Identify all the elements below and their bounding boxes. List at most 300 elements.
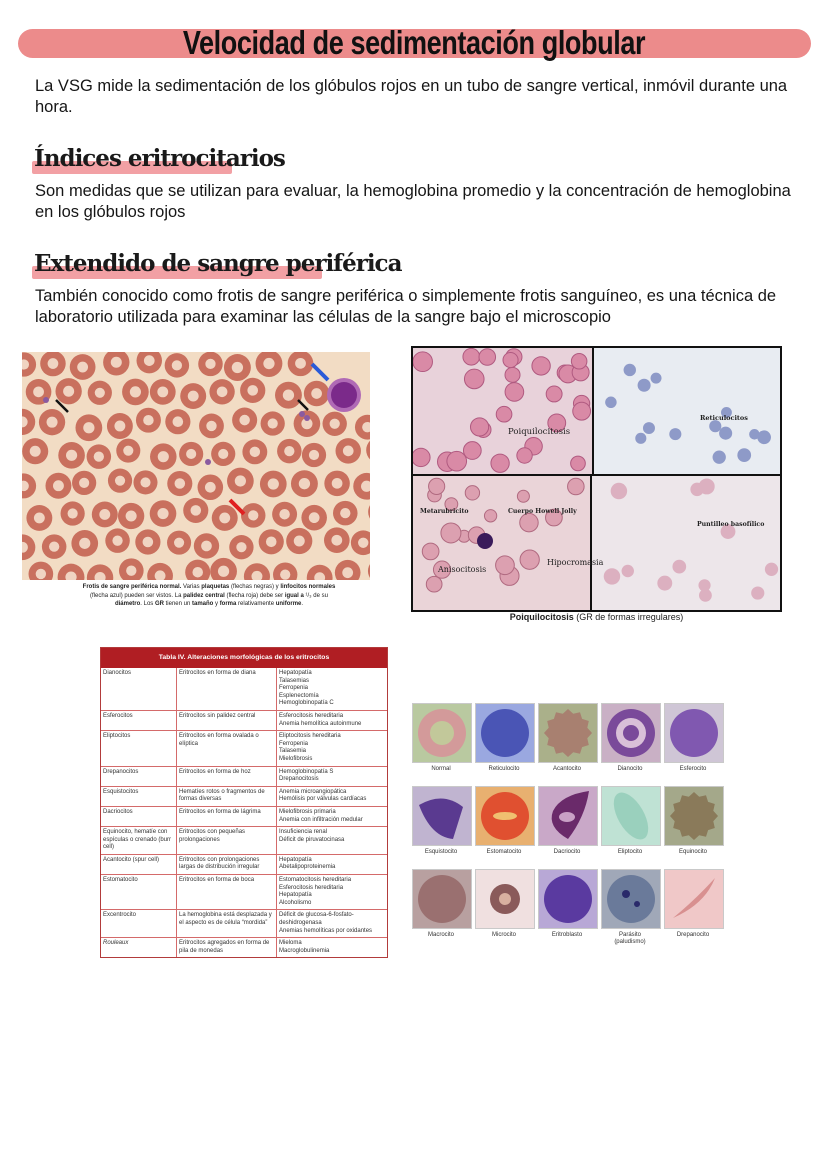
poikilocyte <box>573 402 591 420</box>
cell-center <box>309 450 319 460</box>
red-blood-cell <box>185 560 210 580</box>
poikilocyte <box>496 406 512 422</box>
cell-label: Estomatocito <box>486 849 522 855</box>
poikilocyte <box>546 386 562 402</box>
cell-center <box>143 415 153 425</box>
red-blood-cell <box>288 352 314 376</box>
cell-body <box>607 787 656 845</box>
caption-text: Varias <box>181 584 202 590</box>
cell-image-eritroblasto <box>538 869 598 929</box>
red-blood-cell <box>520 550 539 569</box>
table-row <box>101 875 387 910</box>
red-blood-cell <box>351 530 370 555</box>
red-blood-cell <box>45 473 71 499</box>
red-blood-cell <box>107 413 133 439</box>
caption-bold: Frotis de sangre periférica normal. <box>82 584 182 590</box>
cell-center <box>284 446 294 456</box>
cell-image-normal <box>412 703 472 763</box>
cell-center <box>218 449 228 459</box>
cell-center <box>174 538 184 548</box>
cell-center <box>499 893 511 905</box>
cell-center <box>33 386 44 397</box>
red-blood-cell <box>690 483 703 496</box>
cell-center <box>205 359 215 369</box>
red-blood-cell <box>167 531 191 555</box>
red-blood-cell <box>426 576 442 592</box>
cell-drawing <box>413 787 471 845</box>
cell-center <box>343 446 354 457</box>
cell-morphology-grid <box>412 703 724 955</box>
cell-center <box>232 362 243 373</box>
cell-center <box>63 386 74 397</box>
table-cell-name: Dacriocitos <box>101 807 177 826</box>
red-blood-cell <box>22 473 36 498</box>
red-blood-cell <box>301 505 327 531</box>
cell-drawing <box>602 704 660 762</box>
caption-text: (flecha azul) pueden ser vistos. La <box>90 592 184 599</box>
poikilocyte <box>491 454 509 472</box>
red-blood-cell <box>58 442 85 469</box>
section-heading-indices <box>34 142 285 176</box>
red-blood-cell <box>116 439 140 463</box>
poikilocyte <box>463 348 480 365</box>
reticulocyte <box>605 397 616 408</box>
table-cell-name: Excentrocito <box>101 910 177 937</box>
cell-body <box>419 798 463 839</box>
cell-drawing <box>539 870 597 928</box>
cell-center <box>49 541 59 551</box>
cell-center <box>140 477 150 487</box>
table-row <box>101 807 387 827</box>
morphology-table <box>100 647 388 958</box>
red-blood-cell <box>147 563 173 580</box>
red-blood-cell <box>71 530 98 557</box>
cell-body <box>544 875 592 923</box>
blue-arrow-icon <box>312 364 328 380</box>
cell-center <box>248 510 258 520</box>
cell-drawing <box>602 787 660 845</box>
poikilocyte <box>464 369 484 389</box>
label-punteado: Puntilleo basofílico <box>697 521 765 528</box>
red-blood-cell <box>368 499 370 525</box>
cell-drawing <box>413 704 471 762</box>
table-cell-desc: Eritrocitos sin palidez central <box>177 711 277 730</box>
cell-drawing <box>539 787 597 845</box>
cell-center <box>268 478 279 489</box>
cell-center <box>112 536 122 546</box>
cell-center <box>266 537 277 548</box>
table-cell-assoc: Mieloma Macroglobulinemia <box>279 940 330 954</box>
table-cell-assoc: Déficit de glucosa-6-fosfato-deshidrogenasa Anemias hemolíticas por oxidantes <box>279 912 373 934</box>
cell-image-dacriocito <box>538 786 598 846</box>
table-cell-name: Eliptocitos <box>101 731 177 765</box>
red-blood-cell <box>165 409 190 434</box>
red-blood-cell <box>261 411 285 435</box>
cell-center <box>79 478 89 488</box>
cell-center <box>217 386 228 397</box>
red-blood-cell <box>167 471 192 496</box>
metarubricyte-nucleus <box>477 533 493 549</box>
cell-center <box>173 416 184 427</box>
table-title: Tabla IV. Alteraciones morfológicas de los eritrocitos <box>101 648 387 668</box>
table-cell-desc: Eritrocitos en forma ovalada o elíptica <box>177 731 277 765</box>
caption-bold: linfocitos normales <box>280 584 336 590</box>
label-anisocitosis: Anisocitosis <box>438 565 487 574</box>
red-blood-cell <box>517 490 529 502</box>
heading-text: Índices eritrocitarios <box>34 145 285 172</box>
platelet <box>43 397 49 403</box>
indices-paragraph: Son medidas que se utilizan para evaluar, la hemoglobina promedio y la concentración de hemoglobina en los glóbulos rojos <box>35 182 791 221</box>
red-blood-cell <box>244 563 270 580</box>
red-blood-cell <box>118 503 144 529</box>
red-blood-cell <box>105 528 129 552</box>
cell-center <box>358 538 368 548</box>
caption-fraction: ¹/₃ <box>303 592 314 599</box>
caption-bold: forma <box>219 601 237 607</box>
red-blood-cell <box>180 383 206 409</box>
red-blood-cell <box>277 439 301 463</box>
cell-center <box>30 446 41 457</box>
cell-center <box>279 509 289 519</box>
cell-center <box>206 421 216 431</box>
cell-image-estomatocito <box>475 786 535 846</box>
table-row <box>101 827 387 855</box>
poikilocyte <box>463 442 481 460</box>
cell-body <box>366 437 370 463</box>
cell-center <box>331 535 342 546</box>
red-blood-cell <box>307 565 333 580</box>
cell-center <box>280 570 290 580</box>
cell-center <box>157 386 168 397</box>
red-blood-cell <box>335 560 361 580</box>
cell-center <box>47 417 58 428</box>
red-blood-cell <box>26 505 52 531</box>
label-hipocromasia: Hipocromasia <box>547 558 604 567</box>
label-metarubricito: Metarubricito <box>420 508 469 515</box>
caption-text: relativamente <box>236 601 276 607</box>
table-cell-desc: Eritrocitos con prolongaciones largas de distribución irregular <box>177 855 277 874</box>
red-blood-cell <box>108 469 132 493</box>
cell-image-esferocito <box>664 703 724 763</box>
cell-center <box>144 355 155 366</box>
red-blood-cell <box>88 381 112 405</box>
cell-center <box>77 362 88 373</box>
red-blood-cell <box>55 378 81 404</box>
red-blood-cell <box>260 471 287 498</box>
red-blood-cell <box>429 478 445 494</box>
table-cell-desc: Eritrocitos en forma de hoz <box>177 767 277 786</box>
caption-bold: GR <box>154 601 164 607</box>
red-blood-cell <box>103 352 129 375</box>
table-row <box>101 767 387 787</box>
lymphocyte <box>327 378 361 412</box>
red-blood-cell <box>136 408 161 433</box>
cell-center <box>115 476 125 486</box>
red-blood-cell <box>672 560 686 574</box>
cell-center <box>219 512 230 523</box>
red-blood-cell <box>209 379 234 404</box>
cell-label: Dacriocito <box>553 849 581 855</box>
red-blood-cell <box>657 576 672 591</box>
cell-image-equinocito <box>664 786 724 846</box>
table-cell-name: Estomatocito <box>101 875 177 909</box>
cell-center <box>236 542 246 552</box>
red-blood-cell <box>227 468 254 495</box>
red-blood-cell <box>302 443 326 467</box>
red-blood-cell <box>751 586 764 599</box>
red-blood-cell <box>355 415 370 440</box>
table-row <box>101 938 387 957</box>
reticulocyte <box>643 422 655 434</box>
cell-image-esquistocito <box>412 786 472 846</box>
cell-center <box>53 480 64 491</box>
caption-bold: palidez central <box>183 592 225 599</box>
reticulocyte <box>638 379 651 392</box>
cell-center <box>143 537 154 548</box>
red-blood-cell <box>133 470 157 494</box>
cell-center <box>268 418 278 428</box>
cell-label: Macrocito <box>427 932 454 938</box>
cell-image-parásito <box>601 869 661 929</box>
cell-center <box>68 508 78 518</box>
red-blood-cell <box>568 478 585 495</box>
red-blood-cell <box>353 473 370 500</box>
cell-body <box>673 878 715 918</box>
red-blood-cell <box>61 501 85 525</box>
poikilocyte <box>532 357 550 375</box>
cell-image-dianocito <box>601 703 661 763</box>
cell-center <box>332 478 343 489</box>
red-blood-cell <box>72 471 96 495</box>
cell-label: Dianocito <box>617 766 643 772</box>
red-blood-cell <box>604 568 620 584</box>
red-blood-cell <box>135 529 160 554</box>
red-blood-cell <box>294 410 321 437</box>
reticulocyte <box>719 427 732 440</box>
parasite <box>622 890 630 898</box>
reticulocyte <box>713 451 726 464</box>
reticulocyte <box>635 433 646 444</box>
red-blood-cell <box>324 527 350 553</box>
red-blood-cell <box>224 354 251 381</box>
cell-center <box>342 567 353 578</box>
cell-center <box>83 422 94 433</box>
red-blood-cell <box>22 409 35 435</box>
label-reticulocitos: Reticulocitos <box>700 414 748 422</box>
table-cell-desc: Eritrocitos en forma de boca <box>177 875 277 909</box>
table-cell-name: Dianocitos <box>101 668 177 710</box>
cell-center <box>126 566 136 576</box>
red-blood-cell <box>119 558 144 580</box>
cell-drawing <box>476 870 534 928</box>
table-cell-assoc: Esferocitosis hereditaria Anemia hemolítica autoinmune <box>279 712 362 727</box>
cell-body <box>418 875 466 923</box>
red-blood-cell <box>765 563 778 576</box>
red-blood-cell <box>259 529 284 554</box>
heading-text: Extendido de sangre periférica <box>34 250 402 277</box>
red-blood-cell <box>333 501 358 526</box>
cell-center <box>172 360 182 370</box>
label-poiquilocitosis: Poiquilocitosis <box>508 427 571 437</box>
platelet <box>304 415 310 421</box>
table-cell-name: Rouleaux <box>101 938 177 957</box>
caption-bold: plaquetas <box>201 584 230 590</box>
poikilocytosis-caption <box>411 612 782 622</box>
cell-center <box>205 482 216 493</box>
cell-center <box>130 386 141 397</box>
red-blood-cell <box>324 471 349 496</box>
cell-label: Acantocito <box>552 766 582 772</box>
table-cell-assoc: Estomatocitosis hereditaria Esferocitosis hereditaria Hepatopatía Alcoholismo <box>279 877 352 906</box>
cell-center <box>94 451 104 461</box>
intro-paragraph: La VSG mide la sedimentación de los glóbulos rojos en un tubo de sangre vertical, inmóvil durante una hora. <box>35 77 788 116</box>
caption-text: de su <box>313 592 328 599</box>
cell-drawing <box>602 870 660 928</box>
cell-center <box>186 449 196 459</box>
red-blood-cell <box>441 523 461 543</box>
red-blood-cell <box>622 565 634 577</box>
red-blood-cell <box>29 562 54 580</box>
red-blood-cell <box>304 381 329 406</box>
red-blood-cell <box>22 352 36 376</box>
reticulocyte <box>669 428 681 440</box>
cell-center <box>79 538 90 549</box>
red-blood-cell <box>422 543 439 560</box>
caption-bold: diámetro <box>114 601 141 607</box>
table-cell-name: Drepanocitos <box>101 767 177 786</box>
table-cell-assoc: Hemoglobinopatía S Drepanocitosis <box>279 768 334 783</box>
cell-center <box>34 512 45 523</box>
red-blood-cell <box>256 352 283 377</box>
table-cell-name: Equinocito, hematíe con espículas o crenado (burr cell) <box>101 827 177 854</box>
cell-center <box>111 357 122 368</box>
cell-image-reticulocito <box>475 703 535 763</box>
smear-caption <box>80 583 338 609</box>
red-blood-cell <box>22 534 35 560</box>
cell-center <box>157 508 168 519</box>
cell-center <box>218 566 229 577</box>
poikilocyte <box>413 448 430 466</box>
table-cell-desc: Eritrocitos agregados en forma de pila de monedas <box>177 938 277 957</box>
platelet <box>299 411 305 417</box>
table-cell-name: Esferocitos <box>101 711 177 730</box>
cell-center <box>294 536 305 547</box>
table-cell-assoc: Mielofibrosis primaria Anemia con infiltración medular <box>279 808 363 823</box>
red-blood-cell <box>194 533 219 558</box>
red-blood-cell <box>286 528 312 554</box>
blood-smear-drawing <box>22 352 370 580</box>
cell-center <box>250 447 260 457</box>
poikilocyte <box>517 448 532 463</box>
cell-image-macrocito <box>412 869 472 929</box>
table-cell-desc: Eritrocitos en forma de lágrima <box>177 807 277 826</box>
caption-bold: igual a <box>284 592 304 599</box>
red-blood-cell <box>520 513 538 531</box>
red-blood-cell <box>198 474 224 500</box>
red-blood-cell <box>150 379 176 405</box>
cell-center <box>311 388 322 399</box>
red-blood-cell <box>272 502 297 527</box>
table-cell-desc: Eritrocitos con pequeñas prolongaciones <box>177 827 277 854</box>
poikilocyte <box>503 352 518 367</box>
red-blood-cell <box>484 510 496 522</box>
red-blood-cell <box>87 564 113 580</box>
reticulocyte <box>757 430 771 444</box>
table-cell-name: Esquistocitos <box>101 787 177 806</box>
cell-label: Reticulocito <box>488 766 520 772</box>
table-cell-assoc: Anemia microangiopática Hemólisis por válvulas cardíacas <box>279 788 367 803</box>
red-blood-cell <box>70 354 96 380</box>
label-howell-jolly: Cuerpo Howell Jolly <box>508 508 577 515</box>
table-cell-desc: La hemoglobina está desplazada y el aspecto es de célula “mordida” <box>177 910 277 937</box>
red-blood-cell <box>87 444 112 469</box>
cell-center <box>191 505 202 516</box>
cell-body <box>544 709 592 757</box>
poikilocytosis-drawing <box>413 348 780 610</box>
cell-body <box>670 792 718 840</box>
cell-center <box>235 475 246 486</box>
red-blood-cell <box>242 439 267 464</box>
red-blood-cell <box>42 534 67 559</box>
cell-center <box>340 508 350 518</box>
table-cell-assoc: Eliptocitosis hereditaria Ferropenia Talasemia Mielofibrosis <box>279 733 341 762</box>
red-blood-cell <box>232 408 257 433</box>
table-cell-assoc: Insuficiencia renal Déficit de piruvatocinasa <box>279 829 345 843</box>
red-blood-cell <box>496 556 515 575</box>
parasite <box>634 901 640 907</box>
cell-drawing <box>665 787 723 845</box>
lymphocyte-nucleus <box>331 382 357 408</box>
micrograph-panel <box>593 348 780 475</box>
red-blood-cell <box>39 409 65 435</box>
cell-body <box>368 499 370 525</box>
red-blood-cell <box>241 503 266 528</box>
table-cell-assoc: Hepatopatía Abetalipoproteinemia <box>279 856 336 871</box>
cell-center <box>158 451 169 462</box>
table-body <box>101 668 387 957</box>
table-cell-assoc: Hepatopatía Talasemias Ferropenia Esplenectomía Hemoglobinopatía C <box>279 670 334 707</box>
cell-body <box>368 558 370 580</box>
cell-drawing <box>665 704 723 762</box>
cell-drawing <box>413 870 471 928</box>
red-blood-cell <box>465 486 479 500</box>
black-arrow-icon <box>298 400 308 410</box>
cell-label: Microcito <box>491 932 516 938</box>
extendido-paragraph: También conocido como frotis de sangre periférica o simplemente frotis sanguíneo, es una técnica de laboratorio utilizada para examinar las células de la sangre bajo el microscopio <box>35 287 777 326</box>
cell-center <box>66 450 77 461</box>
red-blood-cell <box>40 352 66 376</box>
table-row <box>101 711 387 731</box>
cell-label: Equinocito <box>678 849 708 855</box>
cell-body <box>670 709 718 757</box>
red-blood-cell <box>22 438 48 464</box>
reticulocyte <box>624 364 636 376</box>
red-blood-cell <box>229 535 253 559</box>
caption-bold: uniforme <box>275 601 302 607</box>
red-blood-cell <box>150 500 177 527</box>
cell-drawing <box>476 704 534 762</box>
cell-center <box>95 388 105 398</box>
cell-center <box>247 385 258 396</box>
caption-text: y <box>213 601 220 607</box>
reticulocyte <box>737 448 751 462</box>
caption-text: (flechas negras) y <box>229 584 281 590</box>
table-cell-desc: Eritrocitos en forma de diana <box>177 668 277 710</box>
cell-center <box>295 358 306 369</box>
red-blood-cell <box>75 414 102 441</box>
table-row <box>101 910 387 938</box>
cell-drawing <box>476 787 534 845</box>
